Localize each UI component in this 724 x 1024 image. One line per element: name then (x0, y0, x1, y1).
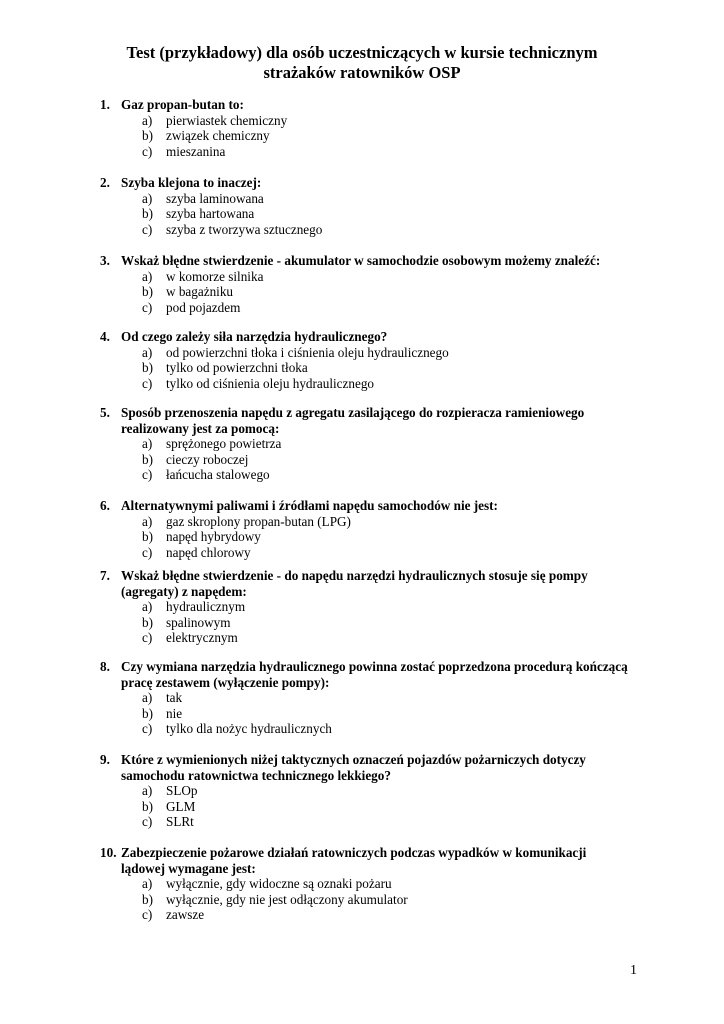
answer-text: łańcucha stalowego (166, 467, 270, 482)
answer-text: tak (166, 690, 183, 705)
answer-letter: c) (142, 814, 153, 829)
answer-letter: b) (142, 705, 153, 721)
answer-text: spalinowym (166, 614, 231, 630)
answer-text: od powierzchni tłoka i ciśnienia oleju hydraulicznego (166, 344, 449, 360)
answer-letter: a) (142, 783, 153, 798)
question-number: 4. (100, 329, 110, 344)
question-3 (0, 253, 724, 315)
answer-text: GLM (166, 798, 196, 814)
answer-b (0, 284, 724, 300)
answer-a (0, 599, 724, 615)
question-text: Od czego zależy siła narzędzia hydraulicznego? (121, 329, 388, 344)
answer-text: gaz skroplony propan-butan (LPG) (166, 513, 351, 529)
question-text: Wskaż błędne stwierdzenie - do napędu narzędzi hydraulicznych stosuje się pompy (agregaty) z napędem: (121, 568, 588, 599)
answer-a (0, 514, 724, 530)
question-1 (0, 97, 724, 159)
answer-letter: b) (142, 451, 153, 467)
question-6 (0, 498, 724, 560)
answer-letter: b) (142, 206, 153, 221)
answer-c (0, 721, 724, 737)
answer-text: zawsze (166, 907, 205, 922)
answer-text: napęd hybrydowy (166, 529, 261, 544)
answer-c (0, 907, 724, 923)
answer-text: mieszanina (166, 143, 226, 159)
answer-a (0, 436, 724, 452)
question-10 (0, 845, 724, 923)
title-line-1: Test (przykładowy) dla osób uczestniczących w kursie technicznym (126, 43, 598, 62)
answer-letter: a) (142, 268, 153, 284)
question-7 (0, 568, 724, 646)
answer-text: sprężonego powietrza (166, 436, 282, 451)
answer-letter: a) (142, 112, 153, 128)
answer-text: związek chemiczny (166, 128, 270, 143)
answer-letter: c) (142, 544, 153, 560)
answer-letter: b) (142, 128, 153, 143)
answer-c (0, 545, 724, 561)
answer-a (0, 783, 724, 799)
answer-text: szyba hartowana (166, 206, 255, 221)
answer-letter: b) (142, 798, 153, 814)
answer-letter: c) (142, 907, 153, 922)
question-number: 2. (100, 175, 110, 190)
answer-text: w bagażniku (166, 284, 234, 299)
answer-letter: a) (142, 690, 153, 705)
question-text: Alternatywnymi paliwami i źródłami napędu samochodów nie jest: (121, 498, 498, 513)
answer-a (0, 690, 724, 706)
answer-letter: a) (142, 513, 153, 529)
answer-b (0, 206, 724, 222)
answer-letter: b) (142, 614, 153, 630)
question-number: 5. (100, 405, 110, 420)
answer-c (0, 376, 724, 392)
answer-letter: a) (142, 599, 153, 614)
answer-b (0, 799, 724, 815)
question-8 (0, 659, 724, 737)
question-5 (0, 405, 724, 483)
question-number: 6. (100, 498, 110, 513)
answer-b (0, 529, 724, 545)
answer-b (0, 128, 724, 144)
answer-letter: c) (142, 630, 153, 645)
answer-b (0, 615, 724, 631)
answer-letter: a) (142, 436, 153, 451)
answer-a (0, 113, 724, 129)
answer-text: SLRt (166, 814, 194, 829)
question-text: Zabezpieczenie pożarowe działań ratowniczych podczas wypadków w komunikacji lądowej wymagane jest: (121, 845, 587, 876)
answer-b (0, 452, 724, 468)
answer-c (0, 144, 724, 160)
answer-text: w komorze silnika (166, 268, 264, 284)
question-text: Wskaż błędne stwierdzenie - akumulator w samochodzie osobowym możemy znaleźć: (121, 253, 601, 268)
answer-text: wyłącznie, gdy nie jest odłączony akumulator (166, 891, 408, 907)
answer-b (0, 706, 724, 722)
answer-letter: b) (142, 529, 153, 544)
answer-text: tylko od ciśnienia oleju hydraulicznego (166, 375, 375, 391)
answer-c (0, 630, 724, 646)
answer-letter: a) (142, 190, 153, 206)
answer-letter: a) (142, 876, 153, 891)
answer-c (0, 467, 724, 483)
question-text: Szyba klejona to inaczej: (121, 175, 262, 190)
answer-letter: c) (142, 299, 153, 315)
question-4 (0, 329, 724, 391)
question-9 (0, 752, 724, 830)
answer-text: wyłącznie, gdy widoczne są oznaki pożaru (166, 876, 392, 891)
question-text: Gaz propan-butan to: (121, 97, 244, 112)
answer-c (0, 222, 724, 238)
answer-letter: c) (142, 143, 153, 159)
answer-text: napęd chlorowy (166, 544, 251, 560)
answer-letter: c) (142, 221, 153, 237)
answer-text: pierwiastek chemiczny (166, 112, 288, 128)
document-title (0, 43, 724, 83)
question-number: 10. (100, 845, 117, 860)
answer-a (0, 876, 724, 892)
question-number: 1. (100, 97, 110, 112)
question-text: Czy wymiana narzędzia hydraulicznego powinna zostać poprzedzona procedurą kończącą pracę zestawem (wyłączenie pompy): (121, 659, 628, 690)
question-number: 7. (100, 568, 110, 583)
answer-b (0, 892, 724, 908)
question-number: 9. (100, 752, 110, 767)
answer-a (0, 191, 724, 207)
page-number: 1 (630, 963, 637, 978)
answer-letter: c) (142, 467, 153, 482)
answer-text: tylko od powierzchni tłoka (166, 360, 308, 375)
title-line-2: strażaków ratowników OSP (263, 63, 461, 82)
answer-text: cieczy roboczej (166, 451, 249, 467)
answer-letter: c) (142, 375, 153, 391)
answer-c (0, 300, 724, 316)
answer-text: SLOp (166, 783, 198, 798)
question-number: 8. (100, 659, 110, 674)
answer-a (0, 345, 724, 361)
answer-letter: b) (142, 360, 153, 375)
answer-text: szyba laminowana (166, 190, 264, 206)
answer-letter: a) (142, 344, 153, 360)
question-text: Sposób przenoszenia napędu z agregatu zasilającego do rozpieracza ramieniowego realizowany jest za pomocą: (121, 405, 585, 436)
answer-text: szyba z tworzywa sztucznego (166, 221, 323, 237)
question-number: 3. (100, 253, 110, 268)
answer-text: elektrycznym (166, 630, 238, 645)
answer-c (0, 814, 724, 830)
answer-text: pod pojazdem (166, 299, 241, 315)
answer-text: nie (166, 705, 183, 721)
answer-text: tylko dla nożyc hydraulicznych (166, 721, 332, 736)
answer-letter: c) (142, 721, 153, 736)
answer-b (0, 360, 724, 376)
question-text: Które z wymienionych niżej taktycznych oznaczeń pojazdów pożarniczych dotyczy samochodu ratownictwa technicznego lekkiego? (121, 752, 586, 783)
question-2 (0, 175, 724, 237)
answer-text: hydraulicznym (166, 599, 246, 614)
answer-letter: b) (142, 891, 153, 907)
answer-a (0, 269, 724, 285)
answer-letter: b) (142, 284, 153, 299)
